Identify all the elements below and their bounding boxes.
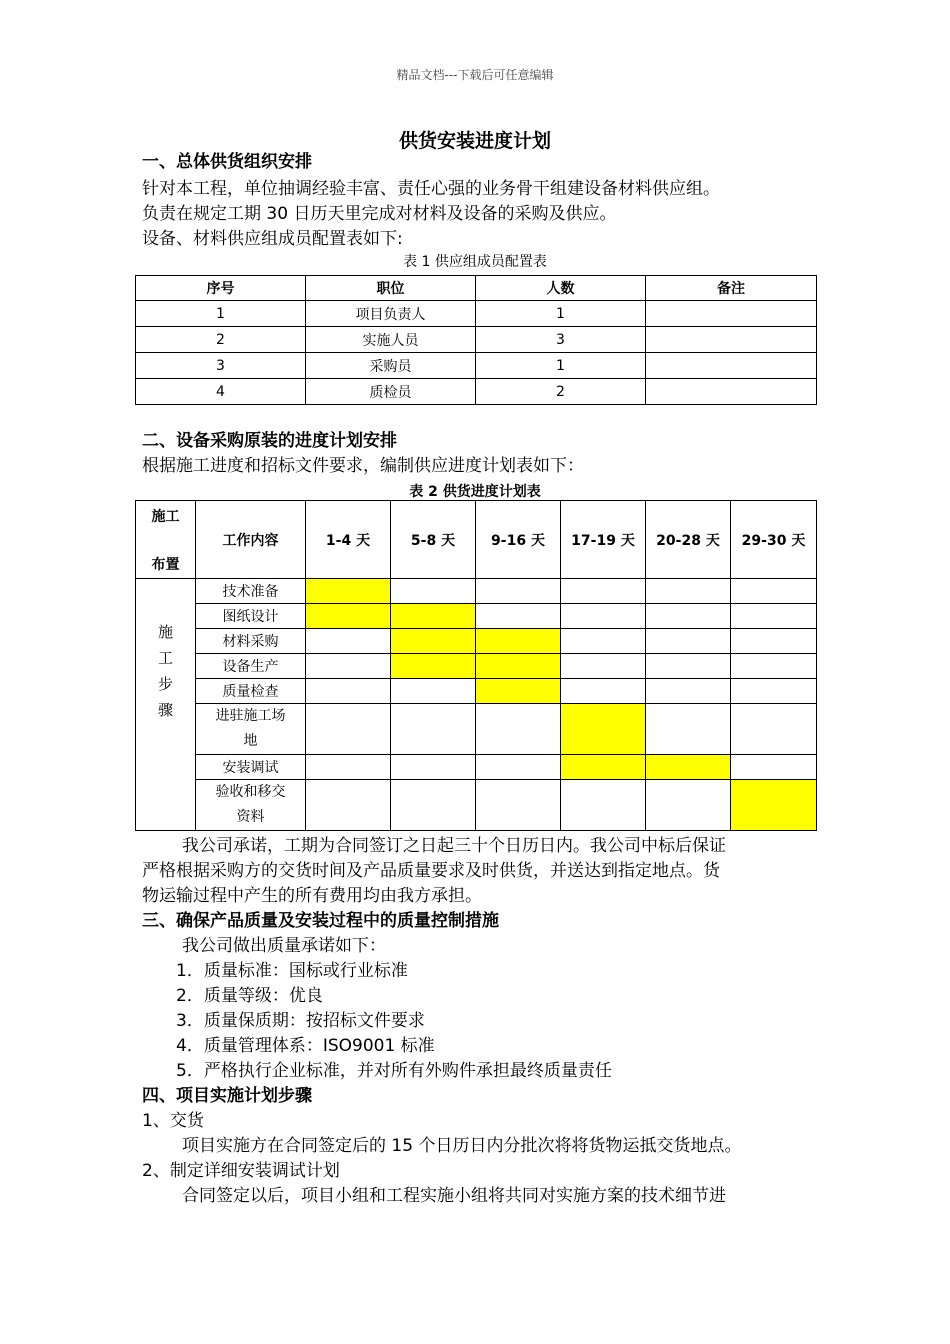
period-cell [561, 654, 646, 679]
section2-paragraph: 根据施工进度和招标文件要求，编制供应进度计划表如下： [142, 456, 584, 476]
table-cell: 采购员 [306, 353, 476, 379]
table-cell [646, 327, 817, 353]
subsection-text: 项目实施方在合同签定后的 15 个日历日内分批次将将货物运抵交货地点。 [182, 1136, 742, 1156]
table-cell: 2 [136, 327, 306, 353]
table-header-row [136, 276, 817, 301]
period-cell [306, 704, 391, 755]
table-row [136, 327, 817, 353]
step-name [196, 654, 306, 679]
quality-item: 5．严格执行企业标准，并对所有外购件承担最终质量责任 [176, 1061, 612, 1081]
table-row [136, 604, 817, 629]
table-cell: 质检员 [306, 379, 476, 405]
period-cell [476, 704, 561, 755]
column-header: 工作内容 [196, 501, 306, 579]
table-row [136, 704, 817, 755]
step-name [196, 780, 306, 831]
table-cell [646, 301, 817, 327]
table-header-row [136, 501, 817, 579]
period-cell-filled [646, 755, 731, 780]
period-cell [391, 704, 476, 755]
period-cell [391, 755, 476, 780]
period-cell [561, 604, 646, 629]
table-cell: 1 [136, 301, 306, 327]
quality-item: 4．质量管理体系：ISO9001 标准 [176, 1036, 435, 1056]
period-cell [731, 654, 817, 679]
table-cell: 项目负责人 [306, 301, 476, 327]
page-header: 精品文档---下载后可任意编辑 [396, 68, 554, 82]
period-cell-filled [561, 704, 646, 755]
period-cell-filled [306, 604, 391, 629]
period-header: 9-16 天 [476, 501, 561, 579]
period-cell [476, 579, 561, 604]
period-cell [731, 755, 817, 780]
group-label-char: 工 [157, 649, 173, 667]
section1-heading: 一、总体供货组织安排 [142, 152, 312, 172]
table1-caption: 表 1 供应组成员配置表 [403, 254, 547, 270]
period-cell [646, 579, 731, 604]
section2-heading: 二、设备采购原装的进度计划安排 [142, 431, 397, 451]
commitment-paragraph: 我公司承诺，工期为合同签订之日起三十个日历日内。我公司中标后保证 [182, 836, 726, 856]
column-header: 序号 [136, 276, 306, 301]
group-label-cell [136, 579, 196, 831]
subsection-heading: 1、交货 [142, 1111, 204, 1131]
period-cell-filled [476, 629, 561, 654]
table-cell: 1 [476, 301, 646, 327]
group-label-char: 骤 [157, 701, 173, 719]
period-cell [731, 629, 817, 654]
table-row [136, 579, 817, 604]
corner-bottom-label: 布置 [151, 556, 180, 573]
step-label: 验收和移交 [215, 784, 286, 800]
period-header: 20-28 天 [646, 501, 731, 579]
period-header: 5-8 天 [391, 501, 476, 579]
staff-table [135, 275, 817, 405]
step-name [196, 579, 306, 604]
group-label-char: 步 [157, 675, 173, 693]
period-cell [646, 780, 731, 831]
period-cell [646, 654, 731, 679]
table-cell: 实施人员 [306, 327, 476, 353]
table-row [136, 629, 817, 654]
section4-heading: 四、项目实施计划步骤 [142, 1086, 312, 1106]
subsection-heading: 2、制定详细安装调试计划 [142, 1161, 340, 1181]
subsection-text: 合同签定以后，项目小组和工程实施小组将共同对实施方案的技术细节进 [182, 1186, 726, 1206]
schedule-table [135, 500, 817, 831]
quality-item: 1．质量标准：国标或行业标准 [176, 961, 408, 981]
step-label: 设备生产 [222, 659, 279, 675]
section1-paragraph: 负责在规定工期 30 日历天里完成对材料及设备的采购及供应。 [142, 204, 617, 224]
table-cell [646, 353, 817, 379]
table-cell: 4 [136, 379, 306, 405]
period-cell-filled [476, 679, 561, 704]
table-row [136, 654, 817, 679]
table-row [136, 755, 817, 780]
corner-top-label: 施工 [151, 508, 180, 525]
period-cell [306, 780, 391, 831]
period-cell [731, 704, 817, 755]
period-header: 1-4 天 [306, 501, 391, 579]
table-row [136, 679, 817, 704]
period-cell [646, 704, 731, 755]
table2-caption: 表 2 供货进度计划表 [409, 484, 541, 500]
period-cell-filled [391, 654, 476, 679]
period-cell [731, 679, 817, 704]
period-cell [306, 629, 391, 654]
step-name [196, 629, 306, 654]
table-cell: 2 [476, 379, 646, 405]
period-cell [561, 579, 646, 604]
period-cell-filled [391, 604, 476, 629]
table-row [136, 379, 817, 405]
quality-item: 3．质量保质期：按招标文件要求 [176, 1011, 425, 1031]
section1-paragraph: 设备、材料供应组成员配置表如下: [142, 229, 403, 249]
table-cell: 3 [476, 327, 646, 353]
section3-heading: 三、确保产品质量及安装过程中的质量控制措施 [142, 911, 499, 931]
section1-paragraph: 针对本工程，单位抽调经验丰富、责任心强的业务骨干组建设备材料供应组。 [142, 179, 720, 199]
step-label: 进驻施工场 [215, 708, 286, 724]
step-name [196, 604, 306, 629]
period-cell [306, 654, 391, 679]
period-cell [476, 780, 561, 831]
table-cell: 3 [136, 353, 306, 379]
step-name [196, 755, 306, 780]
period-cell [391, 679, 476, 704]
period-cell-filled [731, 780, 817, 831]
period-cell [391, 579, 476, 604]
document-title: 供货安装进度计划 [398, 130, 551, 152]
table-cell: 1 [476, 353, 646, 379]
period-cell [306, 755, 391, 780]
period-header: 17-19 天 [561, 501, 646, 579]
period-cell [306, 679, 391, 704]
period-header: 29-30 天 [731, 501, 817, 579]
period-cell-filled [561, 755, 646, 780]
step-label: 安装调试 [222, 760, 279, 776]
section3-intro: 我公司做出质量承诺如下： [182, 936, 386, 956]
step-label: 技术准备 [222, 584, 279, 600]
table-row [136, 353, 817, 379]
period-cell [561, 679, 646, 704]
commitment-paragraph: 物运输过程中产生的所有费用均由我方承担。 [142, 886, 482, 906]
period-cell [646, 679, 731, 704]
period-cell [561, 780, 646, 831]
period-cell-filled [391, 629, 476, 654]
table-cell [646, 379, 817, 405]
table-row [136, 301, 817, 327]
quality-item: 2．质量等级：优良 [176, 986, 323, 1006]
step-label-line2: 地 [243, 733, 258, 749]
period-cell [731, 579, 817, 604]
period-cell [731, 604, 817, 629]
group-label-char: 施 [157, 623, 173, 641]
table-row [136, 780, 817, 831]
period-cell [646, 604, 731, 629]
period-cell [391, 780, 476, 831]
column-header: 备注 [646, 276, 817, 301]
column-header: 人数 [476, 276, 646, 301]
commitment-paragraph: 严格根据采购方的交货时间及产品质量要求及时供货，并送达到指定地点。货 [142, 861, 720, 881]
corner-header [136, 501, 196, 579]
step-label: 质量检查 [222, 684, 279, 700]
step-label: 图纸设计 [222, 609, 279, 625]
period-cell-filled [306, 579, 391, 604]
period-cell [561, 629, 646, 654]
step-name [196, 704, 306, 755]
period-cell [476, 755, 561, 780]
step-name [196, 679, 306, 704]
period-cell-filled [476, 654, 561, 679]
period-cell [476, 604, 561, 629]
step-label: 材料采购 [222, 634, 279, 650]
step-label-line2: 资料 [236, 809, 265, 825]
period-cell [646, 629, 731, 654]
column-header: 职位 [306, 276, 476, 301]
